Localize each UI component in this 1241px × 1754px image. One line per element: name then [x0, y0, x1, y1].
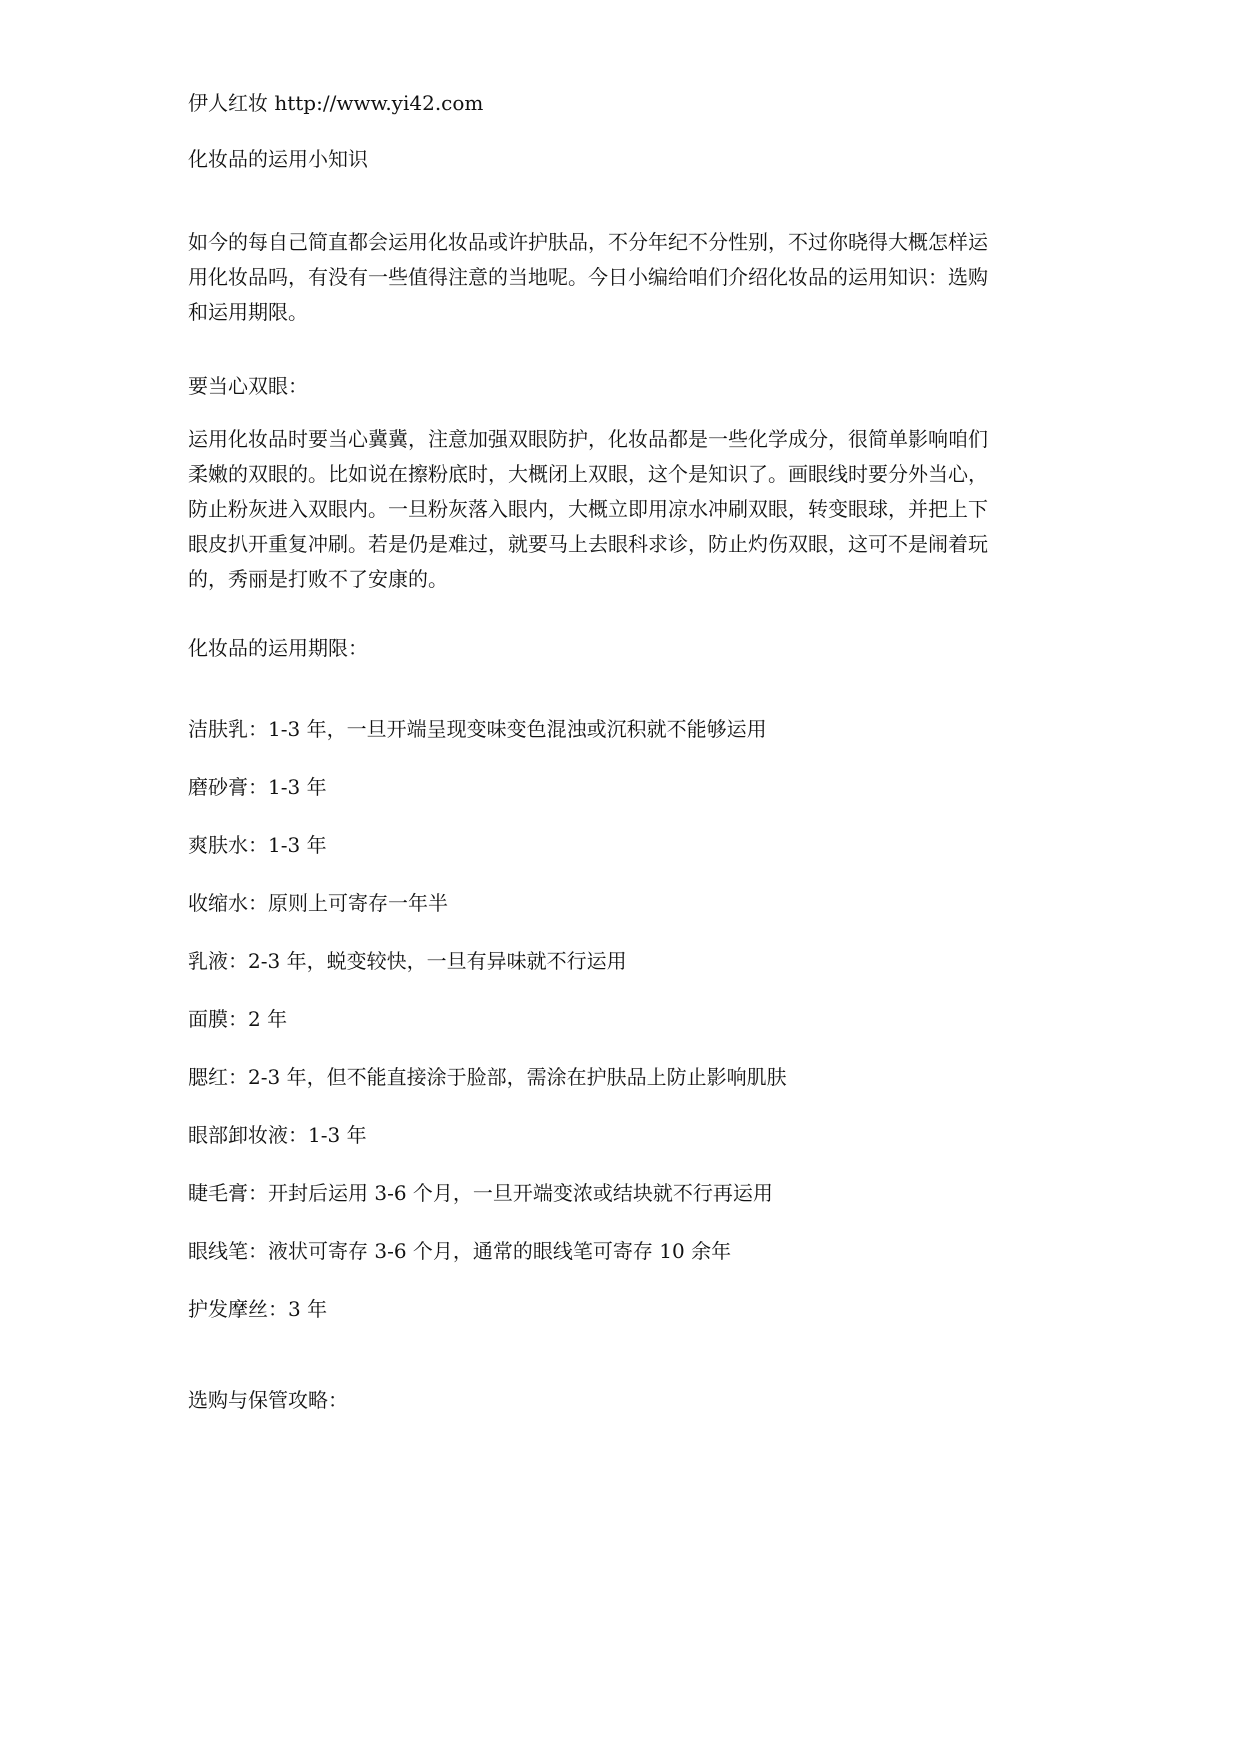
- eyes-line: 的，秀丽是打败不了安康的。: [188, 567, 448, 591]
- eyes-paragraph: [188, 422, 1058, 597]
- expiry-item: 收缩水：原则上可寄存一年半: [188, 891, 448, 915]
- expiry-item: 腮红：2-3 年，但不能直接涂于脸部，需涂在护肤品上防止影响肌肤: [188, 1065, 787, 1089]
- section-heading-buying: 选购与保管攻略：: [188, 1388, 348, 1412]
- section-heading-eyes: 要当心双眼：: [188, 374, 308, 398]
- eyes-line: 运用化妆品时要当心冀冀，注意加强双眼防护，化妆品都是一些化学成分，很简单影响咱们: [188, 427, 988, 451]
- expiry-item: 眼部卸妆液：1-3 年: [188, 1123, 367, 1147]
- eyes-line: 柔嫩的双眼的。比如说在擦粉底时，大概闭上双眼，这个是知识了。画眼线时要分外当心，: [188, 462, 988, 486]
- expiry-item: 睫毛膏：开封后运用 3-6 个月，一旦开端变浓或结块就不行再运用: [188, 1181, 773, 1205]
- intro-line: 和运用期限。: [188, 300, 308, 324]
- intro-line: 用化妆品吗，有没有一些值得注意的当地呢。今日小编给咱们介绍化妆品的运用知识：选购: [188, 265, 988, 289]
- expiry-item: 护发摩丝：3 年: [188, 1297, 328, 1321]
- intro-paragraph: [188, 225, 1058, 330]
- page-header-source: 伊人红妆 http://www.yi42.com: [188, 91, 484, 115]
- section-heading-expiry: 化妆品的运用期限：: [188, 636, 368, 660]
- eyes-line: 防止粉灰进入双眼内。一旦粉灰落入眼内，大概立即用凉水冲刷双眼，转变眼球，并把上下: [188, 497, 988, 521]
- eyes-line: 眼皮扒开重复冲刷。若是仍是难过，就要马上去眼科求诊，防止灼伤双眼，这可不是闹着玩: [188, 532, 988, 556]
- expiry-item: 眼线笔：液状可寄存 3-6 个月，通常的眼线笔可寄存 10 余年: [188, 1239, 732, 1263]
- expiry-item: 磨砂膏：1-3 年: [188, 775, 327, 799]
- article-title: 化妆品的运用小知识: [188, 147, 368, 171]
- intro-line: 如今的每自己简直都会运用化妆品或许护肤品，不分年纪不分性别，不过你晓得大概怎样运: [188, 230, 988, 254]
- expiry-item: 洁肤乳：1-3 年，一旦开端呈现变味变色混浊或沉积就不能够运用: [188, 717, 767, 741]
- expiry-item: 爽肤水：1-3 年: [188, 833, 327, 857]
- expiry-item: 乳液：2-3 年，蜕变较快，一旦有异味就不行运用: [188, 949, 627, 973]
- expiry-item: 面膜：2 年: [188, 1007, 288, 1031]
